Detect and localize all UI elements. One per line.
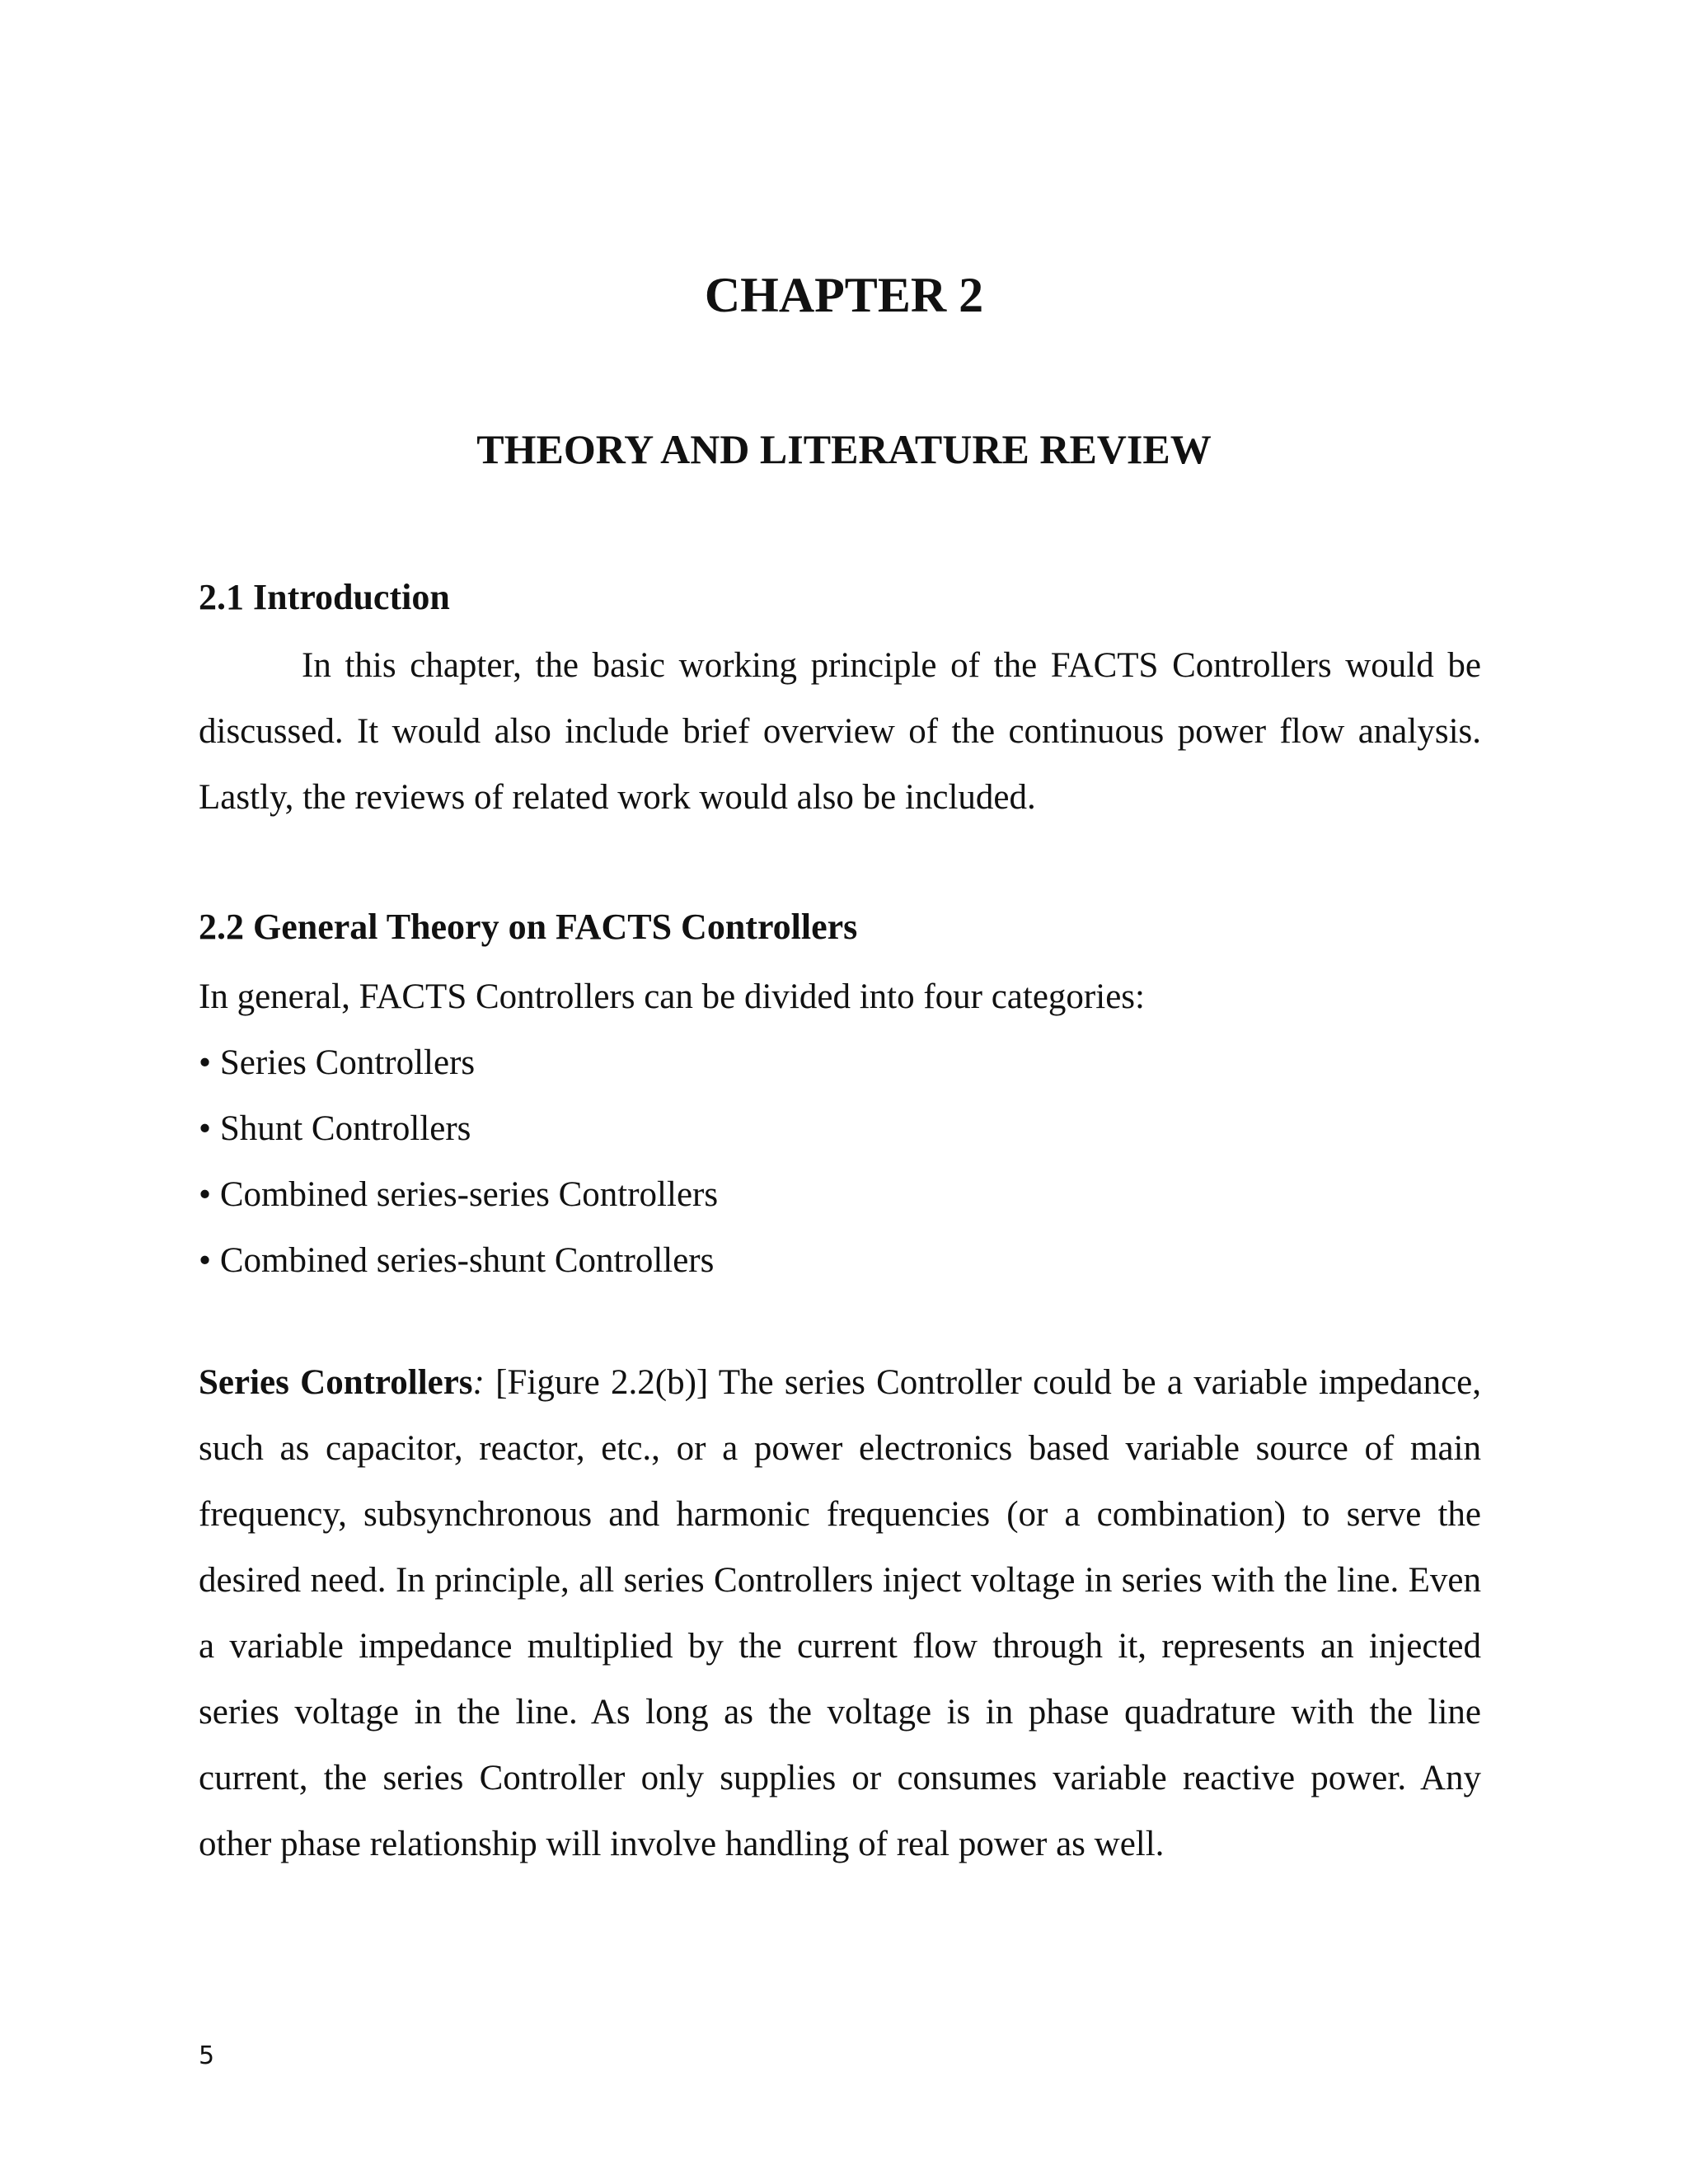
- series-controllers-term: Series Controllers: [199, 1363, 473, 1402]
- bullet-icon: •: [199, 1109, 212, 1148]
- term-colon: :: [472, 1363, 485, 1402]
- chapter-title: THEORY AND LITERATURE REVIEW: [476, 426, 1212, 472]
- bullet-icon: •: [199, 1241, 212, 1280]
- page-number: 5: [199, 2041, 215, 2070]
- section-heading-general-theory: 2.2 General Theory on FACTS Controllers: [199, 907, 858, 947]
- categories-list: [199, 1030, 1481, 1294]
- list-item-label: Series Controllers: [219, 1043, 476, 1082]
- list-item: [199, 1030, 1481, 1096]
- list-item-label: Shunt Controllers: [219, 1109, 471, 1148]
- list-item-label: Combined series-series Controllers: [219, 1175, 719, 1214]
- categories-intro: In general, FACTS Controllers can be divided into four categories:: [199, 977, 1145, 1016]
- list-item: [199, 1162, 1481, 1228]
- list-item-label: Combined series-shunt Controllers: [219, 1241, 715, 1280]
- series-controllers-paragraph: [199, 1350, 1481, 1877]
- chapter-number: CHAPTER 2: [704, 268, 984, 322]
- bullet-icon: •: [199, 1175, 212, 1214]
- introduction-paragraph: In this chapter, the basic working principle of the FACTS Controllers would be discussed. It would also include brief overview of the continuous power flow analysis. Lastly, the reviews of related work would also be included.: [199, 646, 1481, 817]
- list-item: [199, 1096, 1481, 1162]
- list-item: [199, 1228, 1481, 1294]
- bullet-icon: •: [199, 1043, 212, 1082]
- series-controllers-text: [Figure 2.2(b)] The series Controller could be a variable impedance, such as capacitor, reactor, etc., or a power electronics based variable source of main frequency, subsynchronous and harmonic frequencies (or a combination) to serve the desired need. In principle, all series Controllers inject voltage in series with the line. Even a variable impedance multiplied by the current flow through it, represents an injected series voltage in the line. As long as the voltage is in phase quadrature with the line current, the series Controller only supplies or consumes variable reactive power. Any other phase relationship will involve handling of real power as well.: [199, 1363, 1481, 1863]
- section-heading-introduction: 2.1 Introduction: [199, 577, 450, 617]
